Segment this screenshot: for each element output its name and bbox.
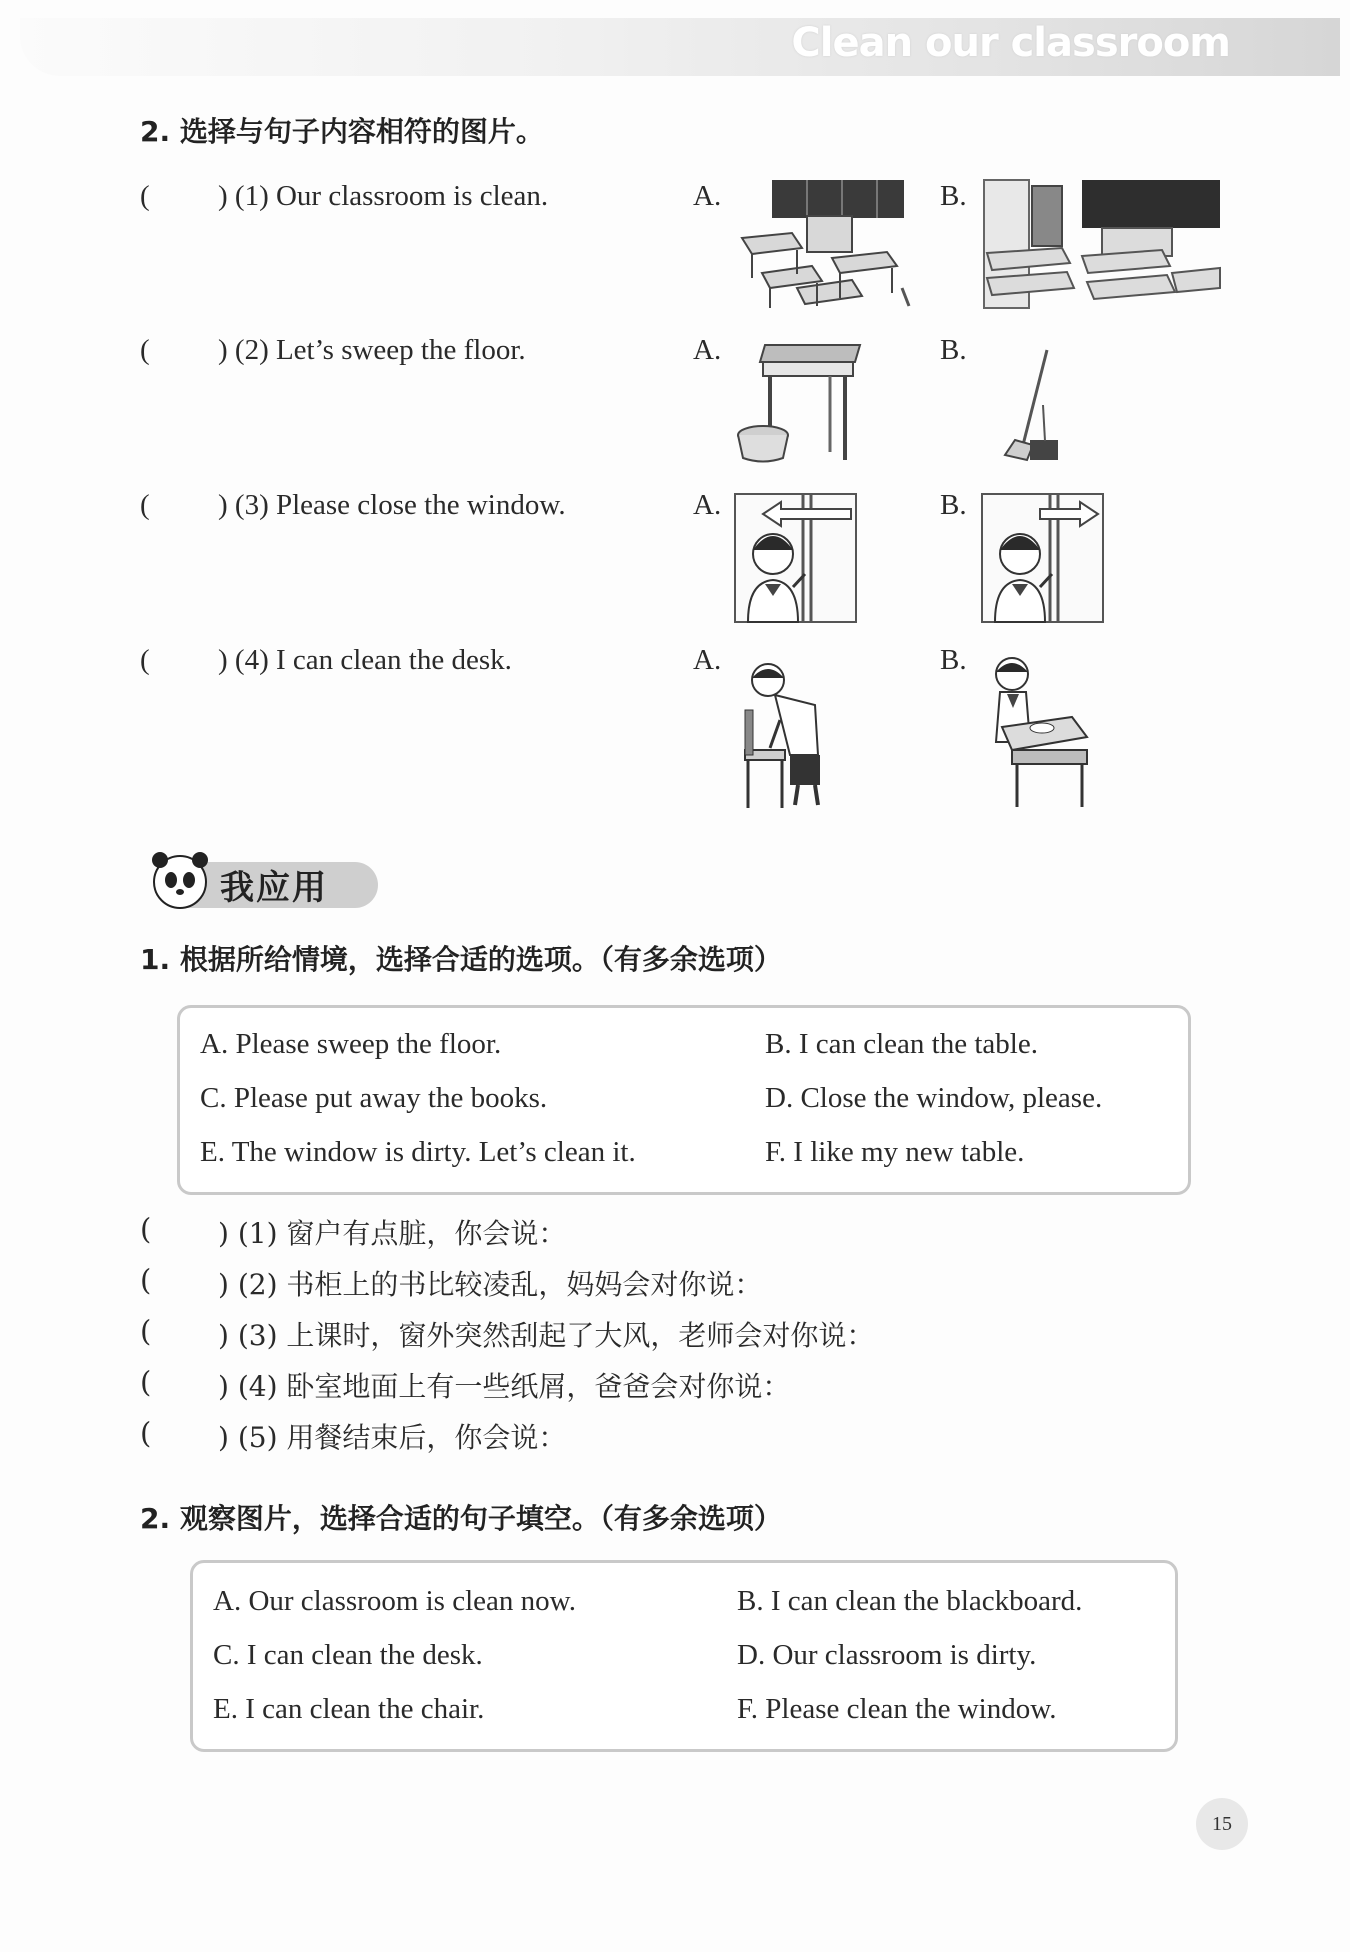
option-item: B. I can clean the blackboard. bbox=[737, 1585, 1083, 1617]
item-text: ) (1) 窗户有点脏，你会说： bbox=[218, 1217, 567, 1250]
messy-classroom-picture bbox=[737, 178, 912, 310]
item-text: ) (3) 上课时，窗外突然刮起了大风，老师会对你说： bbox=[218, 1319, 875, 1352]
question-text: ) (3) Please close the window. bbox=[218, 489, 566, 521]
option-item: C. I can clean the desk. bbox=[213, 1639, 483, 1671]
item-text: ) (4) 卧室地面上有一些纸屑，爸爸会对你说： bbox=[218, 1370, 791, 1403]
answer-paren: ( bbox=[140, 180, 150, 212]
boy-cleaning-chair-picture bbox=[740, 660, 830, 810]
option-b-label: B. bbox=[940, 489, 967, 521]
apply-q2-option-box bbox=[190, 1560, 1178, 1752]
option-a-label: A. bbox=[693, 489, 722, 521]
option-b-label: B. bbox=[940, 180, 967, 212]
option-item: C. Please put away the books. bbox=[200, 1082, 548, 1114]
desk-and-bucket-picture bbox=[735, 340, 865, 465]
option-item: D. Our classroom is dirty. bbox=[737, 1639, 1037, 1671]
part2-heading: 2. 选择与句子内容相符的图片。 bbox=[140, 115, 544, 148]
answer-paren: ( bbox=[140, 644, 150, 676]
option-item: A. Our classroom is clean now. bbox=[213, 1585, 576, 1617]
girl-window-arrow-right-picture bbox=[980, 492, 1105, 624]
section-badge bbox=[140, 852, 380, 910]
answer-paren: ( bbox=[140, 1263, 152, 1297]
question-text: ) (1) Our classroom is clean. bbox=[218, 180, 549, 212]
section-badge-label: 我应用 bbox=[220, 868, 328, 908]
option-a-label: A. bbox=[693, 644, 722, 676]
option-item: E. I can clean the chair. bbox=[213, 1693, 485, 1725]
option-item: B. I can clean the table. bbox=[765, 1028, 1038, 1060]
item-text: ) (5) 用餐结束后，你会说： bbox=[218, 1421, 567, 1454]
girl-window-arrow-left-picture bbox=[733, 492, 858, 624]
option-item: F. I like my new table. bbox=[765, 1136, 1025, 1168]
answer-paren: ( bbox=[140, 334, 150, 366]
question-text: ) (4) I can clean the desk. bbox=[218, 644, 512, 676]
item-text: ) (2) 书柜上的书比较凌乱，妈妈会对你说： bbox=[218, 1268, 763, 1301]
clean-classroom-picture bbox=[982, 178, 1222, 310]
option-b-label: B. bbox=[940, 334, 967, 366]
broom-and-dustpan-picture bbox=[985, 345, 1075, 465]
option-item: D. Close the window, please. bbox=[765, 1082, 1103, 1114]
question-text: ) (2) Let’s sweep the floor. bbox=[218, 334, 526, 366]
girl-cleaning-desk-picture bbox=[982, 652, 1092, 812]
option-item: E. The window is dirty. Let’s clean it. bbox=[200, 1136, 636, 1168]
option-a-label: A. bbox=[693, 334, 722, 366]
answer-paren: ( bbox=[140, 1314, 152, 1348]
apply-q2-heading: 2. 观察图片，选择合适的句子填空。（有多余选项） bbox=[140, 1502, 782, 1535]
answer-paren: ( bbox=[140, 1212, 152, 1246]
answer-paren: ( bbox=[140, 489, 150, 521]
header-banner bbox=[20, 18, 1340, 76]
page-number: 15 bbox=[1196, 1798, 1248, 1850]
option-a-label: A. bbox=[693, 180, 722, 212]
option-b-label: B. bbox=[940, 644, 967, 676]
apply-q1-heading: 1. 根据所给情境，选择合适的选项。（有多余选项） bbox=[140, 943, 782, 976]
answer-paren: ( bbox=[140, 1416, 152, 1450]
option-item: A. Please sweep the floor. bbox=[200, 1028, 502, 1060]
banner-title: Clean our classroom bbox=[791, 20, 1230, 66]
answer-paren: ( bbox=[140, 1365, 152, 1399]
apply-q1-option-box bbox=[177, 1005, 1191, 1195]
option-item: F. Please clean the window. bbox=[737, 1693, 1057, 1725]
